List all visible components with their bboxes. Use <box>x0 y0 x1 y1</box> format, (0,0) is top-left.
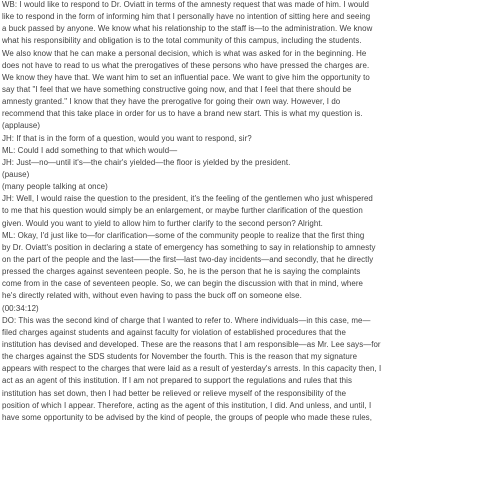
stage-direction: (applause) <box>2 121 41 131</box>
transcript-line: he's directly related with, without even having to pass the buck off on someone else. <box>2 291 302 301</box>
transcript-line: by Dr. Oviatt's position in declaring a state of emergency has something to say in relationship to amnesty <box>2 242 376 252</box>
stage-direction: (many people talking at once) <box>2 182 108 192</box>
transcript-line: JH: Well, I would raise the question to the president, it's the feeling of the gentlemen who just whispered <box>2 194 373 204</box>
transcript-line: JH: Just—no—until it's—the chair's yielded—the floor is yielded by the president. <box>2 157 291 167</box>
transcript-line: WB: I would like to respond to Dr. Oviatt in terms of the amnesty request that was made of him. I would <box>2 0 369 9</box>
transcript-line: filed charges against students and against faculty for violation of established procedures that the <box>2 327 346 337</box>
transcript-line: have some opportunity to be advised by the kind of people, the groups of people who made these rules, <box>2 412 372 422</box>
transcript-line: appears with respect to the charges that were laid as a result of yesterday's arrests. In this capacity then, I <box>2 364 382 374</box>
transcript-line: what his responsibility and obligation is to the total community of this campus, including the students. <box>2 36 362 46</box>
transcript-line: institution has set down, then I had better be relieved or relieve myself of the responsibility of the <box>2 388 347 398</box>
transcript-line: DO: This was the second kind of charge that I wanted to refer to. Where individuals—in this case, me— <box>2 315 371 325</box>
transcript-line: act as an agent of this institution. If I am not prepared to support the regulations and rules that this <box>2 376 353 386</box>
transcript-line: like to respond in the form of informing him that I personally have no intention of sitting here and seeing <box>2 12 371 22</box>
transcript-line: We know they have that. We want him to set an influential pace. We want to give him the opportunity to <box>2 72 370 82</box>
transcript-line: to me that his question would simply be an enlargement, or maybe further clarification of the question <box>2 206 363 216</box>
transcript-line: say that "I feel that we have something constructive going now, and that I feel that there should be <box>2 84 352 94</box>
transcript-line: does not have to read to us what the prerogatives of these persons who have pressed the charges are. <box>2 60 370 70</box>
transcript-line: amnesty granted." I know that they have the prerogative for going their own way. However, I do <box>2 97 341 107</box>
transcript-line: recommend that this take place in order for us to have a brand new start. This is what my question is. <box>2 109 363 119</box>
transcript-line: on the part of the people and the last——the first—last two-day incidents—and secondly, that he directly <box>2 254 374 264</box>
transcript-line: We also know that he can make a personal decision, which is what was asked for in the beginning. He <box>2 48 367 58</box>
transcript-line: given. Would you want to yield to allow him to further clarify to the second person? Alright. <box>2 218 323 228</box>
timestamp: (00:34:12) <box>2 303 39 313</box>
transcript-line: come from in the case of seventeen people. So, we can begin the discussion with that in mind, where <box>2 279 364 289</box>
transcript-line: position of which I appear. Therefore, acting as the agent of this institution, I did. And unless, and until, I <box>2 400 372 410</box>
transcript-line: ML: Could I add something to that which would— <box>2 145 178 155</box>
transcript-line: institution has devised and developed. These are the reasons that I am responsible—as Mr. Lee says—for <box>2 339 381 349</box>
transcript-line: ML: Okay, I'd just like to—for clarification—some of the community people to realize that the first thing <box>2 230 365 240</box>
transcript-line: a buck passed by anyone. We know what his relationship to the staff is—to the administration. We know <box>2 24 373 34</box>
stage-direction: (pause) <box>2 169 30 179</box>
transcript-text <box>2 0 476 424</box>
transcript-line: pressed the charges against seventeen people. So, he is the person that he is saying the complaints <box>2 267 361 277</box>
transcript-line: the charges against the SDS students for November the fourth. This is the reason that my signature <box>2 352 358 362</box>
transcript-line: JH: If that is in the form of a question, would you want to respond, sir? <box>2 133 252 143</box>
